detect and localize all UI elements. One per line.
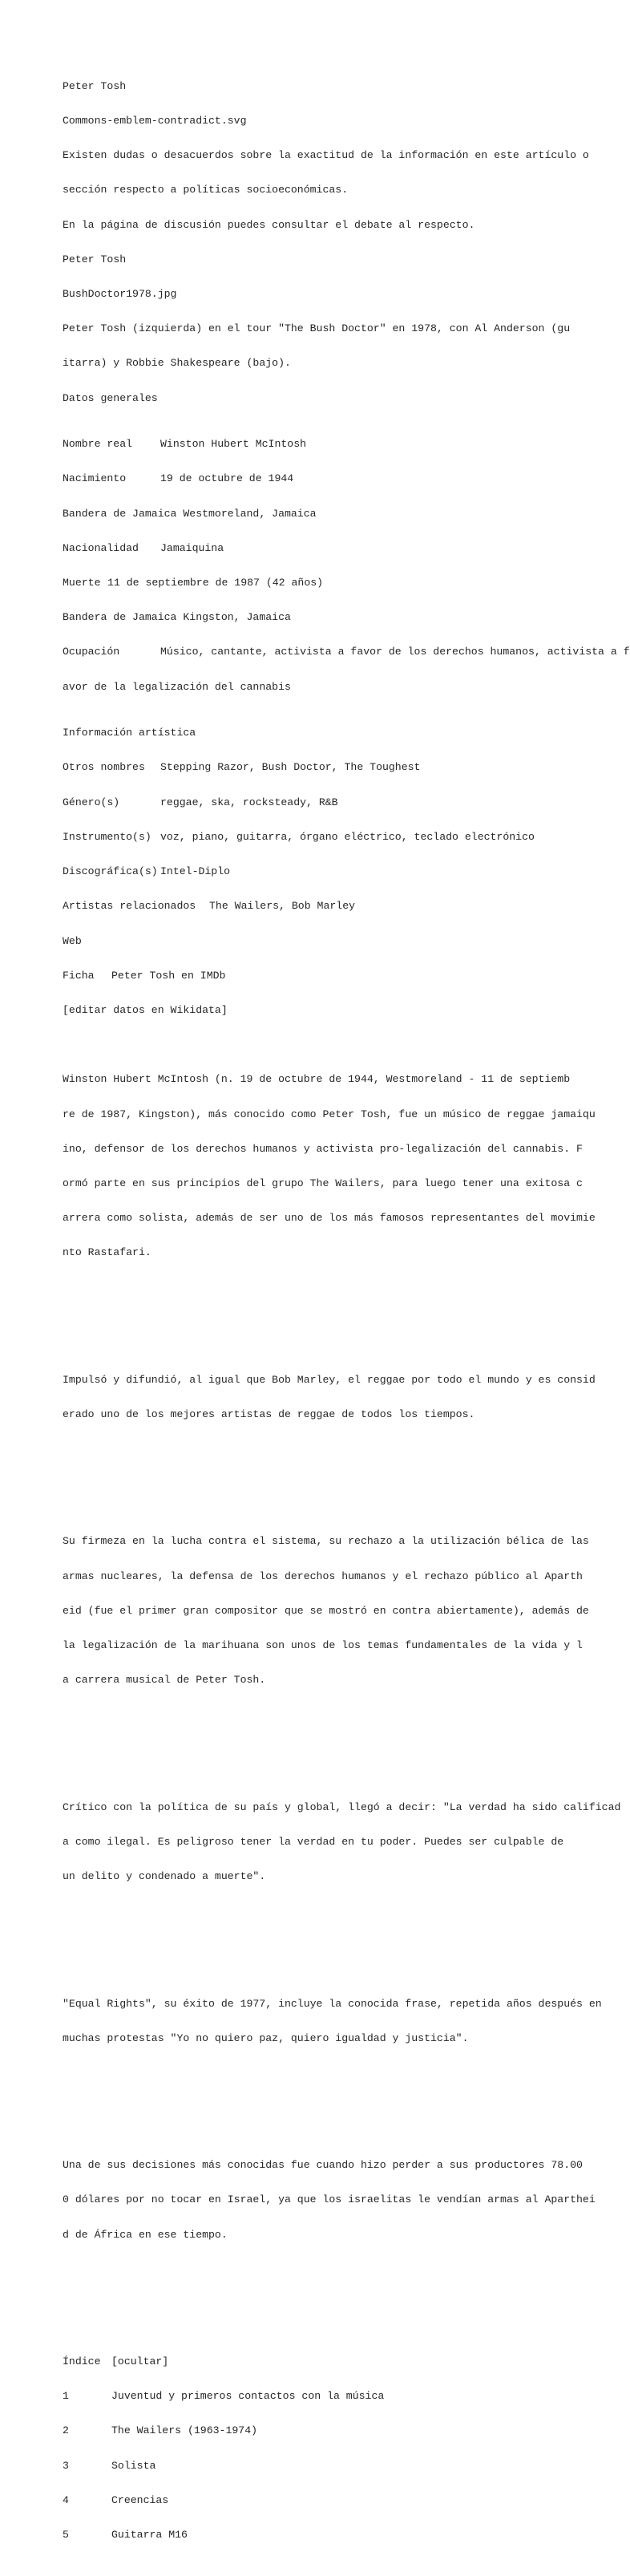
field-label: Género(s) <box>63 796 120 808</box>
image-caption-line: Peter Tosh (izquierda) en el tour "The Bush Doctor" en 1978, con Al Anderson (gu <box>63 322 571 335</box>
field-label: Ocupación <box>63 646 120 658</box>
toc-hide-toggle[interactable]: [ocultar] <box>111 2355 169 2367</box>
document-text <box>63 58 630 2576</box>
field-label: Instrumento(s) <box>63 830 151 843</box>
section-header-artistic: Información artística <box>63 727 196 739</box>
toc-item-number: 2 <box>63 2424 69 2437</box>
infobox-row-related <box>63 901 616 912</box>
paragraph-line: eid (fue el primer gran compositor que se mostró en contra abiertamente), además de <box>63 1604 589 1617</box>
paragraph-line: ormó parte en sus principios del grupo The Wailers, para luego tener una exitosa c <box>63 1177 583 1189</box>
paragraph-spacer <box>63 1467 616 1478</box>
table-of-contents <box>63 2333 616 2564</box>
paragraph-line: arrera como solista, además de ser uno de los más famosos representantes del movimie <box>63 1212 596 1225</box>
toc-item-number: 5 <box>63 2529 69 2542</box>
paragraph-line: Impulsó y difundió, al igual que Bob Marley, el reggae por todo el mundo y es consid <box>63 1373 596 1386</box>
paragraph-reggae-impact <box>63 1351 616 1444</box>
paragraph-spacer <box>63 2091 616 2102</box>
paragraph-line: Winston Hubert McIntosh (n. 19 de octubre de 1944, Westmoreland - 11 de septiemb <box>63 1073 571 1086</box>
field-value: Jamaiquina <box>160 541 224 554</box>
toc-item[interactable] <box>63 2529 616 2541</box>
toc-item-label[interactable]: Creencias <box>111 2493 169 2506</box>
section-header-general: Datos generales <box>63 391 158 404</box>
field-label: Nombre real <box>63 438 133 451</box>
infobox-row-birth <box>63 473 616 484</box>
field-value: The Wailers, Bob Marley <box>209 900 356 913</box>
paragraph-spacer <box>63 2287 616 2299</box>
paragraph-line: erado uno de los mejores artistas de reggae de todos los tiempos. <box>63 1407 475 1420</box>
toc-title: Índice <box>63 2355 101 2367</box>
field-label: Nacionalidad <box>63 541 139 554</box>
infobox-row-occupation <box>63 646 630 658</box>
field-value: 19 de octubre de 1944 <box>160 472 294 485</box>
toc-item-number: 1 <box>63 2390 69 2403</box>
paragraph-spacer <box>63 1732 616 1744</box>
infobox-row-genres <box>63 797 616 808</box>
field-value: 11 de septiembre de 1987 (42 años) <box>107 577 324 589</box>
paragraph-line: 0 dólares por no tocar en Israel, ya que los israelitas le vendían armas al Aparthei <box>63 2193 596 2206</box>
toc-item-label[interactable]: Guitarra M16 <box>111 2529 188 2542</box>
field-label: Ficha <box>63 969 95 982</box>
infobox-row-profile <box>63 970 616 982</box>
infobox-title: Peter Tosh <box>63 79 127 92</box>
field-label: Discográfica(s) <box>63 865 158 878</box>
paragraph-line: re de 1987, Kingston), más conocido como Peter Tosh, fue un músico de reggae jamaiqu <box>63 1108 596 1120</box>
toc-item[interactable] <box>63 2461 616 2472</box>
toc-item[interactable] <box>63 2495 616 2506</box>
infobox-row-instruments <box>63 832 616 843</box>
edit-wikidata-link[interactable]: [editar datos en Wikidata] <box>63 1003 228 1016</box>
paragraph-line: nto Rastafari. <box>63 1246 151 1259</box>
paragraph-equal-rights <box>63 1975 616 2068</box>
infobox-name: Peter Tosh <box>63 253 127 265</box>
field-value: voz, piano, guitarra, órgano eléctrico, teclado electrónico <box>160 830 535 843</box>
infobox-row-real-name <box>63 439 616 450</box>
paragraph-intro <box>63 1051 616 1282</box>
paragraph-line: Su firmeza en la lucha contra el sistema, su rechazo a la utilización bélica de las <box>63 1535 589 1548</box>
paragraph-line: Crítico con la política de su país y global, llegó a decir: "La verdad ha sido calificad <box>63 1800 621 1813</box>
infobox-row-label <box>63 866 616 877</box>
paragraph-israel <box>63 2137 616 2263</box>
toc-header <box>63 2356 616 2367</box>
paragraph-line: un delito y condenado a muerte". <box>63 1870 266 1883</box>
paragraph-spacer <box>63 1929 616 1940</box>
field-value: reggae, ska, rocksteady, R&B <box>160 796 338 808</box>
section-header-web: Web <box>63 934 82 947</box>
toc-item-number: 4 <box>63 2493 69 2506</box>
infobox-row-death <box>63 577 616 589</box>
field-label: Muerte <box>63 577 101 589</box>
paragraph-line: la legalización de la marihuana son unos de los temas fundamentales de la vida y l <box>63 1639 583 1652</box>
field-label: Otros nombres <box>63 761 145 774</box>
toc-item-label[interactable]: Juventud y primeros contactos con la música <box>111 2390 385 2403</box>
field-label: Nacimiento <box>63 472 127 485</box>
field-value: Intel-Diplo <box>160 865 231 878</box>
field-value: Winston Hubert McIntosh <box>160 438 307 451</box>
field-value: Músico, cantante, activista a favor de los derechos humanos, activista a f <box>160 646 630 658</box>
field-label: Artistas relacionados <box>63 900 196 913</box>
paragraph-activism <box>63 1513 616 1710</box>
infobox-occupation-cont: avor de la legalización del cannabis <box>63 680 291 693</box>
paragraph-quote <box>63 1779 621 1906</box>
infobox-row-nationality <box>63 543 616 554</box>
paragraph-line: muchas protestas "Yo no quiero paz, quiero igualdad y justicia". <box>63 2031 469 2044</box>
paragraph-line: d de África en ese tiempo. <box>63 2228 228 2241</box>
paragraph-spacer <box>63 1305 616 1316</box>
field-value: Stepping Razor, Bush Doctor, The Toughest <box>160 761 421 774</box>
emblem-file-name[interactable]: Commons-emblem-contradict.svg <box>63 115 247 128</box>
dispute-notice-line: Existen dudas o desacuerdos sobre la exactitud de la información en este artículo o <box>63 149 589 162</box>
paragraph-line: a carrera musical de Peter Tosh. <box>63 1674 266 1687</box>
imdb-link[interactable]: Peter Tosh en IMDb <box>111 969 226 982</box>
paragraph-line: Una de sus decisiones más conocidas fue cuando hizo perder a sus productores 78.00 <box>63 2159 583 2172</box>
toc-item[interactable] <box>63 2391 616 2402</box>
paragraph-line: ino, defensor de los derechos humanos y activista pro-legalización del cannabis. F <box>63 1142 583 1155</box>
toc-item[interactable] <box>63 2425 616 2436</box>
toc-item-label[interactable]: The Wailers (1963-1974) <box>111 2424 258 2437</box>
dispute-notice-line: sección respecto a políticas socioeconómicas. <box>63 184 349 196</box>
dispute-notice-line: En la página de discusión puedes consultar el debate al respecto. <box>63 218 475 231</box>
infobox-death-place: Bandera de Jamaica Kingston, Jamaica <box>63 611 291 624</box>
paragraph-line: "Equal Rights", su éxito de 1977, incluye la conocida frase, repetida años después en <box>63 1997 602 2010</box>
infobox-row-other-names <box>63 762 616 773</box>
paragraph-line: a como ilegal. Es peligroso tener la verdad en tu poder. Puedes ser culpable de <box>63 1835 564 1848</box>
image-file-name[interactable]: BushDoctor1978.jpg <box>63 288 177 301</box>
paragraph-line: armas nucleares, la defensa de los derechos humanos y el rechazo público al Aparth <box>63 1569 583 1582</box>
image-caption-line: itarra) y Robbie Shakespeare (bajo). <box>63 357 291 370</box>
toc-item-label[interactable]: Solista <box>111 2459 156 2472</box>
toc-item-number: 3 <box>63 2459 69 2472</box>
infobox-birth-place: Bandera de Jamaica Westmoreland, Jamaica <box>63 507 317 520</box>
